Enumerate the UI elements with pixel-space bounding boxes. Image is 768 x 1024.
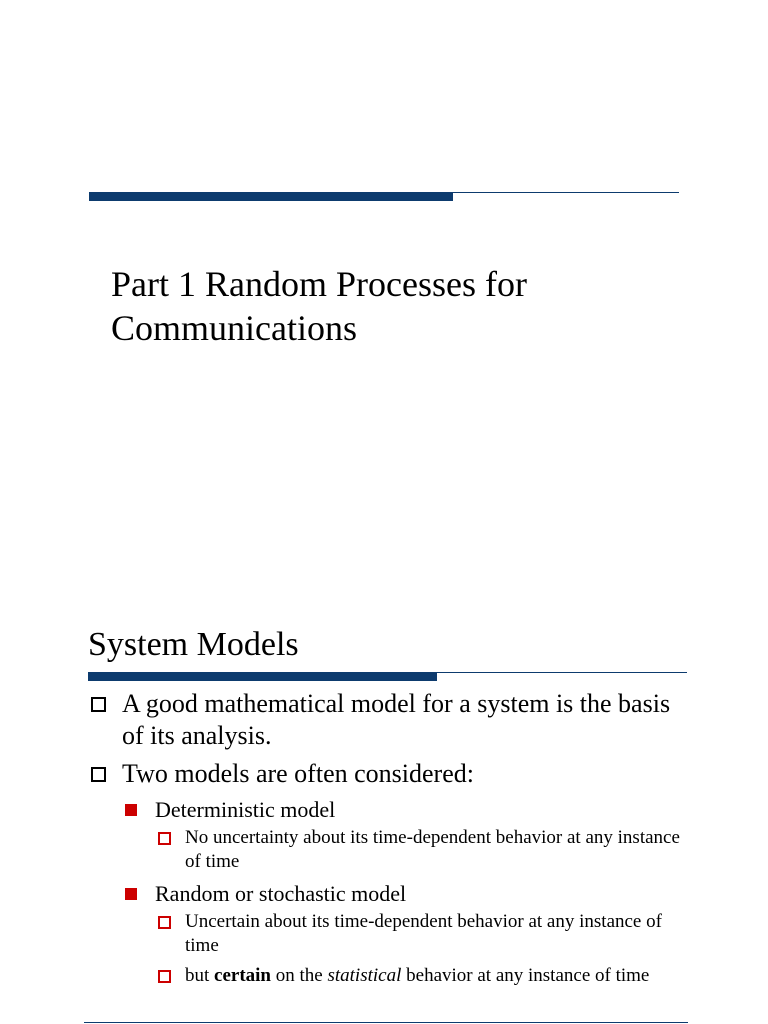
filled-square-bullet-icon <box>125 888 137 900</box>
list-item <box>88 910 698 958</box>
list-item <box>88 826 698 874</box>
title-rule-thick <box>89 192 453 201</box>
heading-rule-thick <box>88 672 437 681</box>
bullet-text-prefix: but <box>185 965 215 986</box>
bullet-text: Random or stochastic model <box>155 881 407 906</box>
bullet-text: Uncertain about its time-dependent behavior at any instance of time <box>185 911 662 956</box>
hollow-square-bullet-icon <box>91 697 106 712</box>
hollow-square-bullet-icon <box>91 767 106 782</box>
bottom-rule <box>84 1022 688 1023</box>
list-item <box>88 964 698 988</box>
list-item <box>88 880 698 908</box>
title-rule-thin <box>453 192 679 193</box>
bullet-text: A good mathematical model for a system is the basis of its analysis. <box>122 689 671 750</box>
list-item <box>88 758 698 790</box>
bullet-text-bold: certain <box>214 965 272 986</box>
bullet-text-suffix: behavior at any instance of time <box>401 965 650 986</box>
filled-square-bullet-icon <box>125 804 137 816</box>
hollow-square-bullet-icon <box>158 916 171 929</box>
hollow-square-bullet-icon <box>158 970 171 983</box>
bullet-list <box>88 688 698 994</box>
bullet-text-italic: statistical <box>327 965 402 986</box>
slide-title: Part 1 Random Processes for Communications <box>111 264 527 348</box>
bullet-text-mid: on the <box>271 965 328 986</box>
slide-heading: System Models <box>88 626 299 663</box>
bullet-text: No uncertainty about its time-dependent behavior at any instance of time <box>185 827 680 872</box>
bullet-text: Deterministic model <box>155 797 336 822</box>
hollow-square-bullet-icon <box>158 832 171 845</box>
heading-rule-thin <box>437 672 687 673</box>
bullet-text: Two models are often considered: <box>122 759 474 788</box>
list-item <box>88 796 698 824</box>
list-item <box>88 688 698 752</box>
content-slide <box>0 600 768 1024</box>
